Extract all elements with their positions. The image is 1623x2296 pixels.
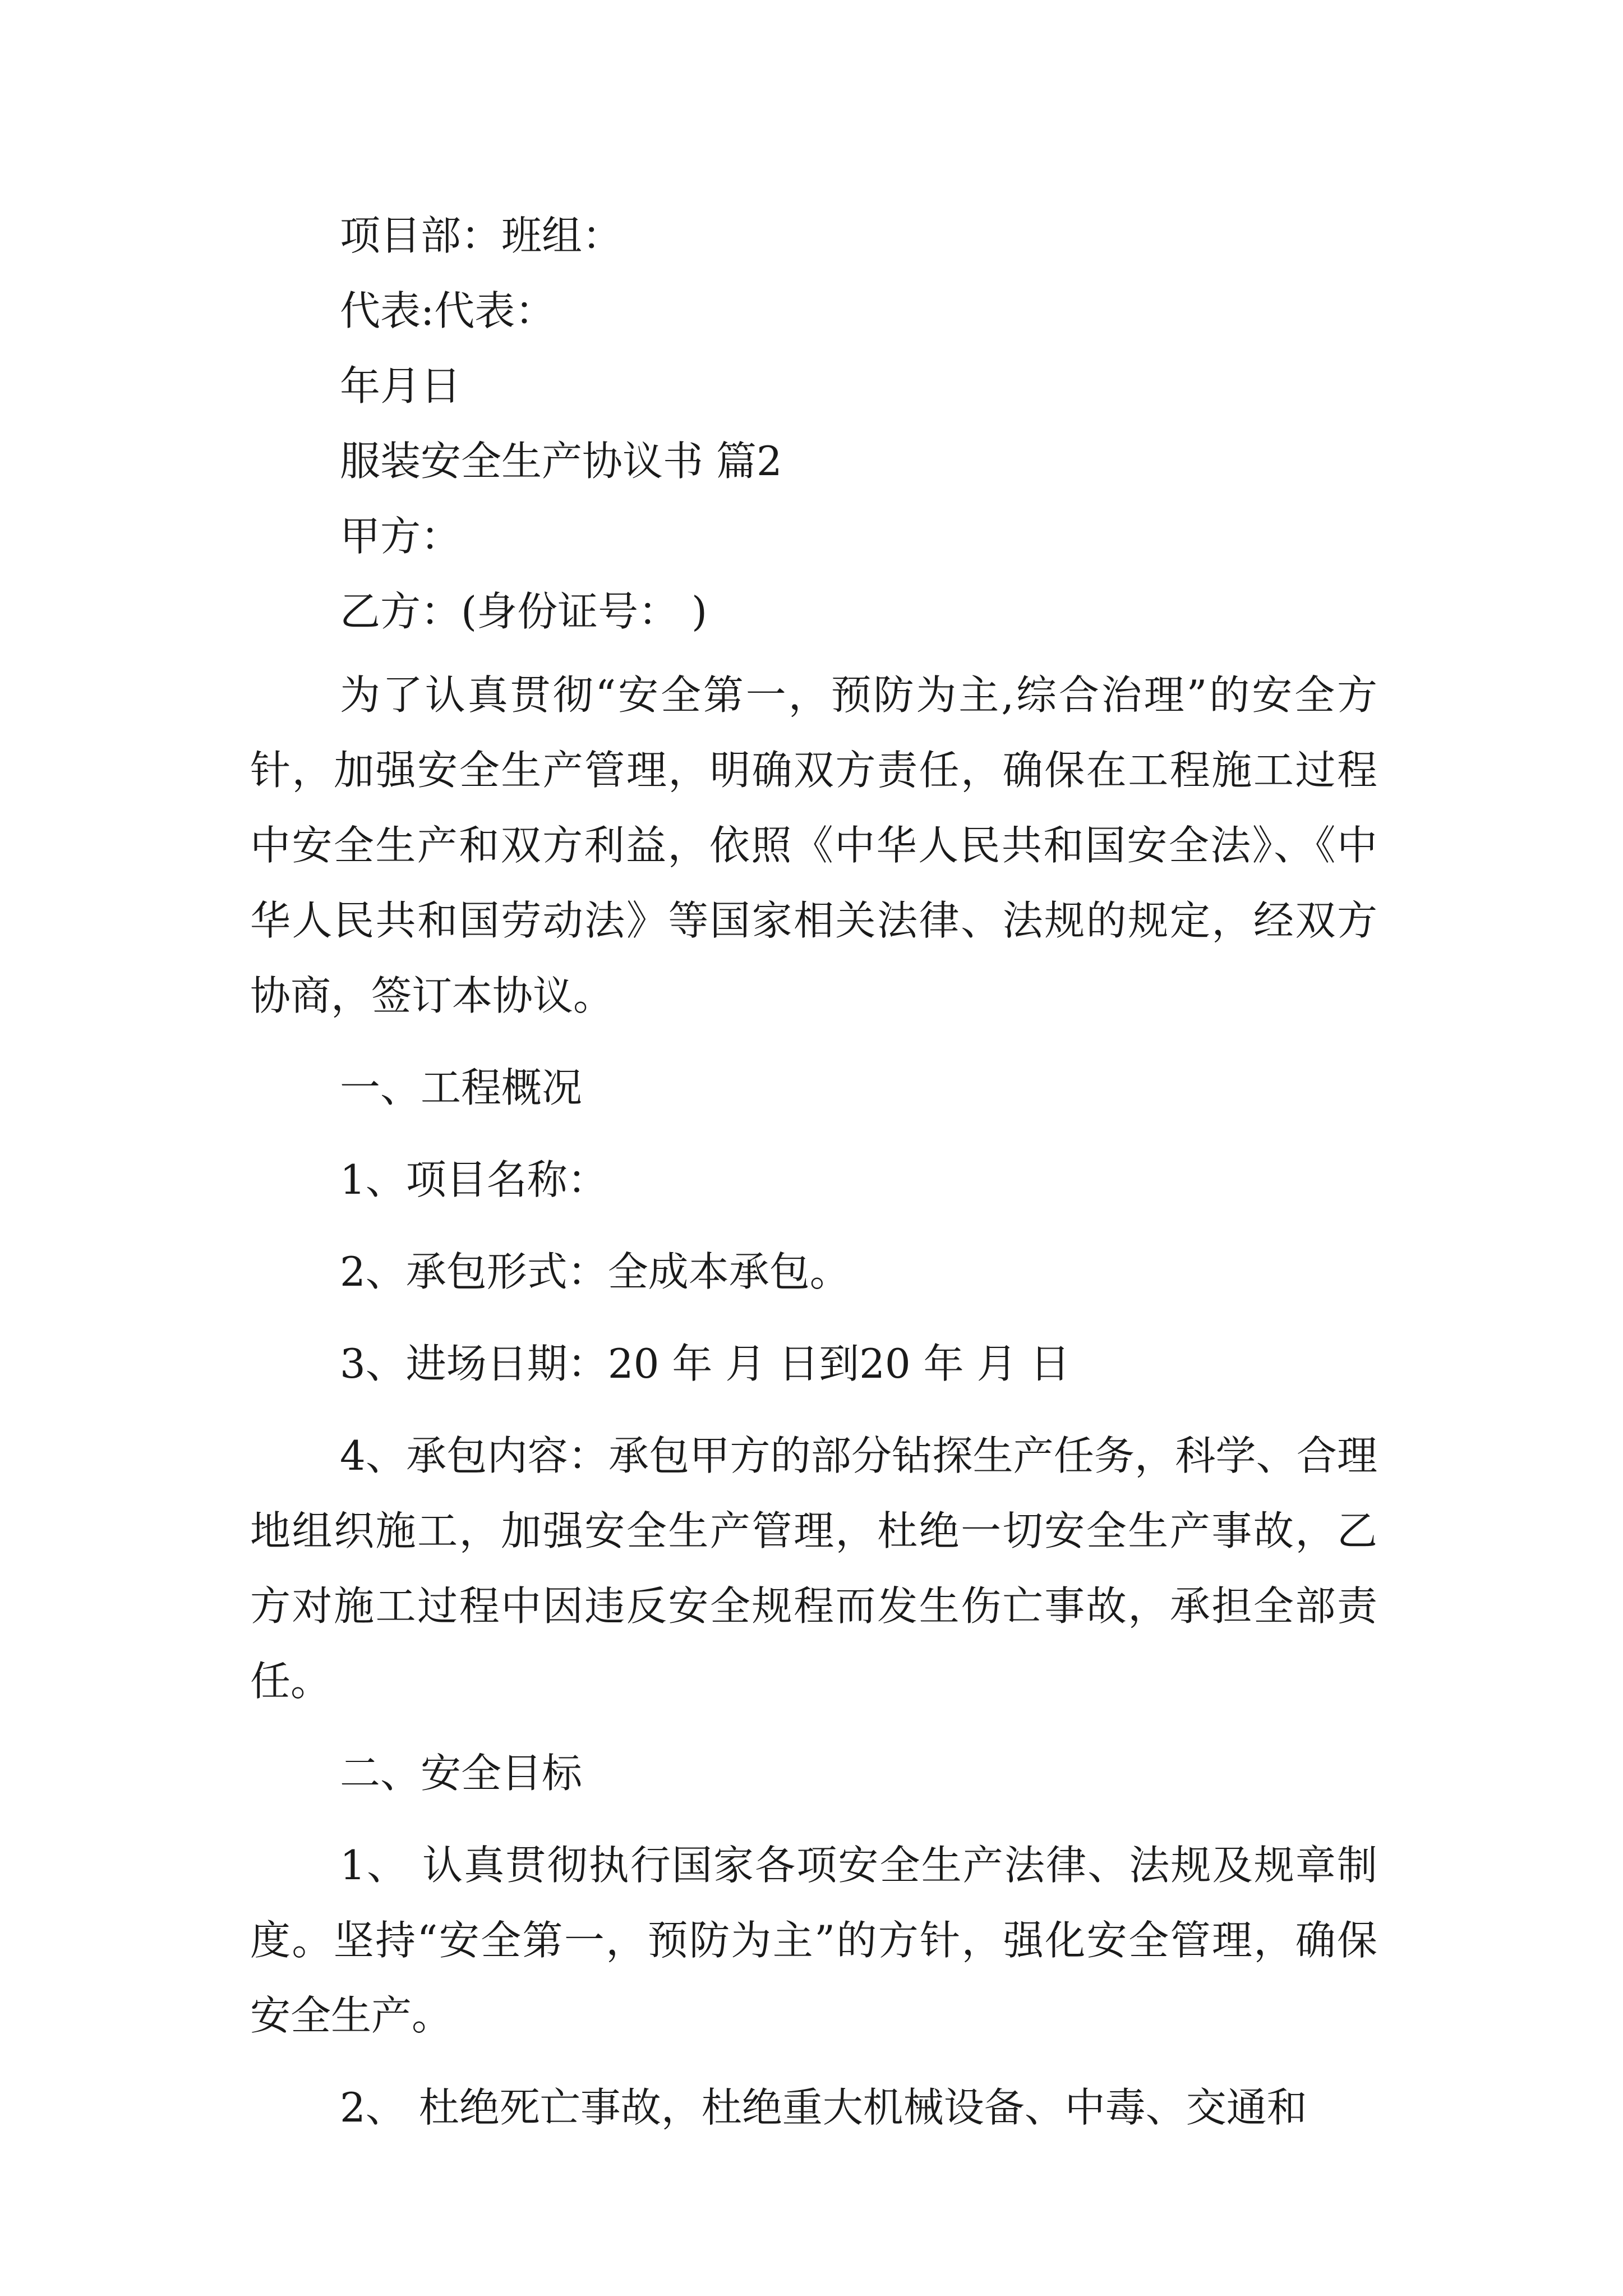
item-contract-content: 4、承包内容：承包甲方的部分钻探生产任务，科学、合理地组织施工，加强安全生产管理，杜绝一切安全生产事故，乙方对施工过程中因违反安全规程而发生伤亡事故，承担全部责任。 — [250, 1432, 1377, 1705]
heading-project-overview: 一、工程概况 — [340, 1064, 583, 1111]
intro-paragraph: 为了认真贯彻“安全第一，预防为主,综合治理”的安全方针，加强安全生产管理，明确双方责任，确保在工程施工过程中安全生产和双方利益，依照《中华人民共和国安全法》、《中华人民共和国劳动法》等国家相关法律、法规的规定，经双方协商，签订本协议。 — [250, 671, 1377, 1019]
goal-item-1: 1、 认真贯彻执行国家各项安全生产法律、法规及规章制度。坚持“安全第一，预防为主”的方针，强化安全管理，确保安全生产。 — [250, 1842, 1377, 2039]
heading-safety-goals: 二、安全目标 — [340, 1750, 583, 1797]
project-dept-line: 项目部：班组： — [340, 212, 623, 259]
section-title: 服装安全生产协议书 篇2 — [340, 438, 782, 485]
date-line: 年月日 — [340, 362, 462, 409]
item-entry-date: 3、进场日期：20 年 月 日到20 年 月 日 — [340, 1340, 1071, 1387]
goal-item-2: 2、 杜绝死亡事故，杜绝重大机械设备、中毒、交通和 — [340, 2084, 1307, 2131]
item-project-name: 1、项目名称： — [340, 1156, 608, 1203]
item-contract-form: 2、承包形式：全成本承包。 — [340, 1248, 850, 1295]
document-body — [250, 206, 1377, 2162]
representative-line: 代表:代表： — [340, 287, 556, 334]
party-a-line: 甲方： — [340, 513, 462, 560]
party-b-line: 乙方：(身份证号： ) — [340, 588, 708, 635]
